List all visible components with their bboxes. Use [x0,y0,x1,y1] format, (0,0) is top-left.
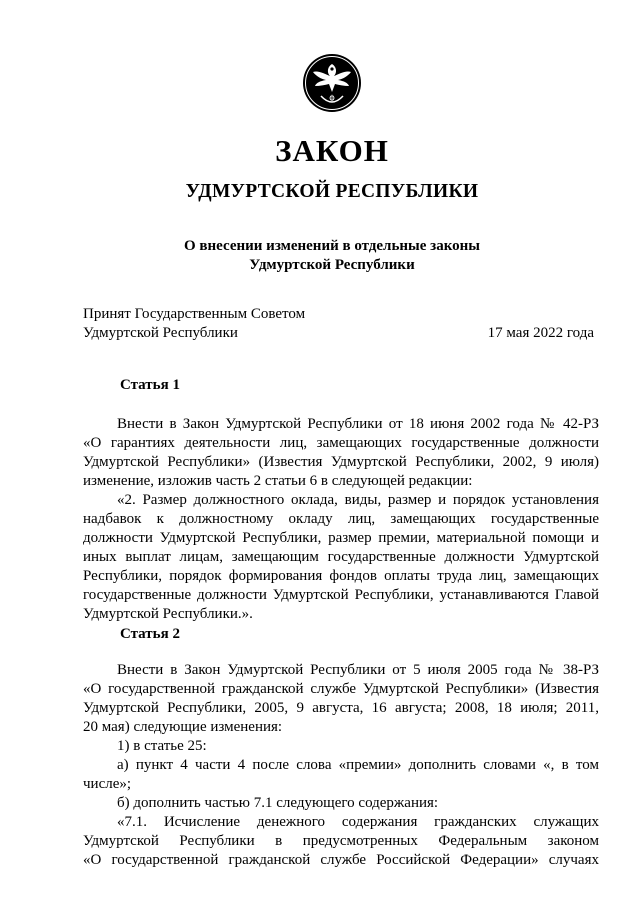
text-line: Внести в Закон Удмуртской Республики от 5 июля 2005 года № 38-РЗ [117,662,599,678]
text-line: а) пункт 4 части 4 после слова «премии» дополнить словами «, в том [117,757,599,773]
text-line: б) дополнить частью 7.1 следующего содержания: [117,795,439,811]
adoption-line: Принят Государственным Советом [83,306,306,322]
law-heading-line: Удмуртской Республики [249,257,415,273]
text-line: надбавок к должностному окладу лиц, замещающих государственные [83,511,599,527]
article-1-text [83,415,599,624]
republic-subtitle: УДМУРТСКОЙ РЕСПУБЛИКИ [185,181,479,202]
text-line: 1) в статье 25: [117,738,207,754]
article-1-heading: Статья 1 [120,377,180,393]
law-heading-line: О внесении изменений в отдельные законы [184,238,480,254]
law-heading [0,236,640,274]
text-line: числе»; [83,776,132,792]
text-line: Внести в Закон Удмуртской Республики от 18 июня 2002 года № 42-РЗ [117,416,599,432]
article-2-heading: Статья 2 [120,626,180,642]
text-line: Удмуртской Республики.». [83,606,253,622]
text-line: 20 мая) следующие изменения: [83,719,283,735]
article-2-text [83,661,599,870]
text-line: иных выплат лицам, замещающим государственные должности Удмуртской [83,549,599,565]
adoption-line: Удмуртской Республики [83,325,238,341]
adoption-date: 17 мая 2022 года [487,325,594,341]
law-title: ЗАКОН [275,133,389,168]
text-line: «О государственной гражданской службе Удмуртской Республики» (Известия [83,681,599,697]
text-line: «О государственной гражданской службе Российской Федерации» случаях [83,852,599,868]
adoption-body [83,305,305,343]
text-line: Удмуртской Республики в предусмотренных Федеральным законом [83,833,599,849]
text-line: должности Удмуртской Республики, размер премии, материальной помощи и [83,530,599,546]
text-line: «О гарантиях деятельности лиц, замещающих государственные должности [83,435,599,451]
text-line: Республики, порядок формирования фондов оплаты труда лиц, замещающих [83,568,599,584]
text-line: «2. Размер должностного оклада, виды, размер и порядок установления [117,492,599,508]
text-line: «7.1. Исчисление денежного содержания гражданских служащих [117,814,599,830]
coat-of-arms-icon [301,52,363,114]
text-line: Удмуртской Республики, 2005, 9 августа, 16 августа; 2008, 18 июля; 2011, [83,700,599,716]
text-line: Удмуртской Республики» (Известия Удмуртской Республики, 2002, 9 июля) [83,454,599,470]
text-line: государственные должности Удмуртской Республики, устанавливаются Главой [83,587,599,603]
text-line: изменение, изложив часть 2 статьи 6 в следующей редакции: [83,473,473,489]
